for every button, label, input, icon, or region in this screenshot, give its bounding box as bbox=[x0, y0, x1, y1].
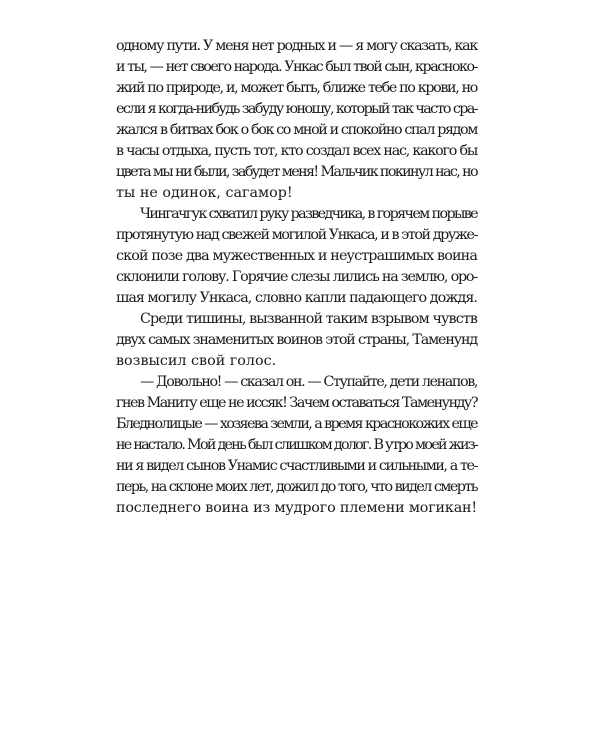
text-line: жался в битвах бок о бок со мной и спокойно спал рядом bbox=[116, 122, 477, 138]
text-line: Бледнолицые — хозяева земли, а время краснокожих еще bbox=[116, 416, 477, 432]
text-line: последнего воина из мудрого племени могикан! bbox=[116, 500, 477, 516]
text-line: Среди тишины, вызванной таким взрывом чувств bbox=[140, 311, 477, 327]
text-line: гнев Маниту еще не иссяк! Зачем оставаться Таменунду? bbox=[116, 395, 478, 411]
text-line: ни я видел сынов Унамис счастливыми и сильными, а те- bbox=[116, 458, 477, 474]
paragraph bbox=[116, 204, 477, 309]
text-line: перь, на склоне моих лет, дожил до того, что видел смерть bbox=[116, 479, 477, 495]
text-line: шая могилу Ункаса, словно капли падающего дождя. bbox=[116, 290, 477, 306]
paragraph bbox=[116, 36, 477, 204]
text-line: — Довольно! — сказал он. — Ступайте, дети ленапов, bbox=[140, 374, 477, 390]
text-line: в часы отдыха, пусть тот, кто создал всех нас, какого бы bbox=[116, 143, 477, 159]
text-line: склонили голову. Горячие слезы лились на землю, оро- bbox=[116, 269, 477, 285]
text-line: двух самых знаменитых воинов этой страны, Таменунд bbox=[116, 332, 477, 348]
text-line: жий по природе, и, может быть, ближе тебе по крови, но bbox=[116, 80, 477, 96]
text-line: не настало. Мой день был слишком долог. В утро моей жиз- bbox=[116, 437, 477, 453]
text-line: протянутую над свежей могилой Ункаса, и в этой друже- bbox=[116, 227, 477, 243]
paragraph bbox=[116, 372, 477, 519]
text-line: возвысил свой голос. bbox=[116, 353, 277, 369]
text-line: если я когда-нибудь забуду юношу, который так часто сра- bbox=[116, 101, 477, 117]
text-line: ской позе два мужественных и неустрашимых воина bbox=[116, 248, 477, 264]
text-line: одному пути. У меня нет родных и — я могу сказать, как bbox=[116, 38, 477, 54]
paragraph bbox=[116, 309, 477, 372]
text-line: цвета мы ни были, забудет меня! Мальчик покинул нас, но bbox=[116, 164, 477, 180]
text-line: ты не одинок, сагамор! bbox=[116, 185, 293, 201]
text-line: и ты, — нет своего народа. Ункас был твой сын, красноко- bbox=[116, 59, 477, 75]
text-line: Чингачгук схватил руку разведчика, в горячем порыве bbox=[140, 206, 477, 222]
page-text bbox=[116, 36, 477, 519]
